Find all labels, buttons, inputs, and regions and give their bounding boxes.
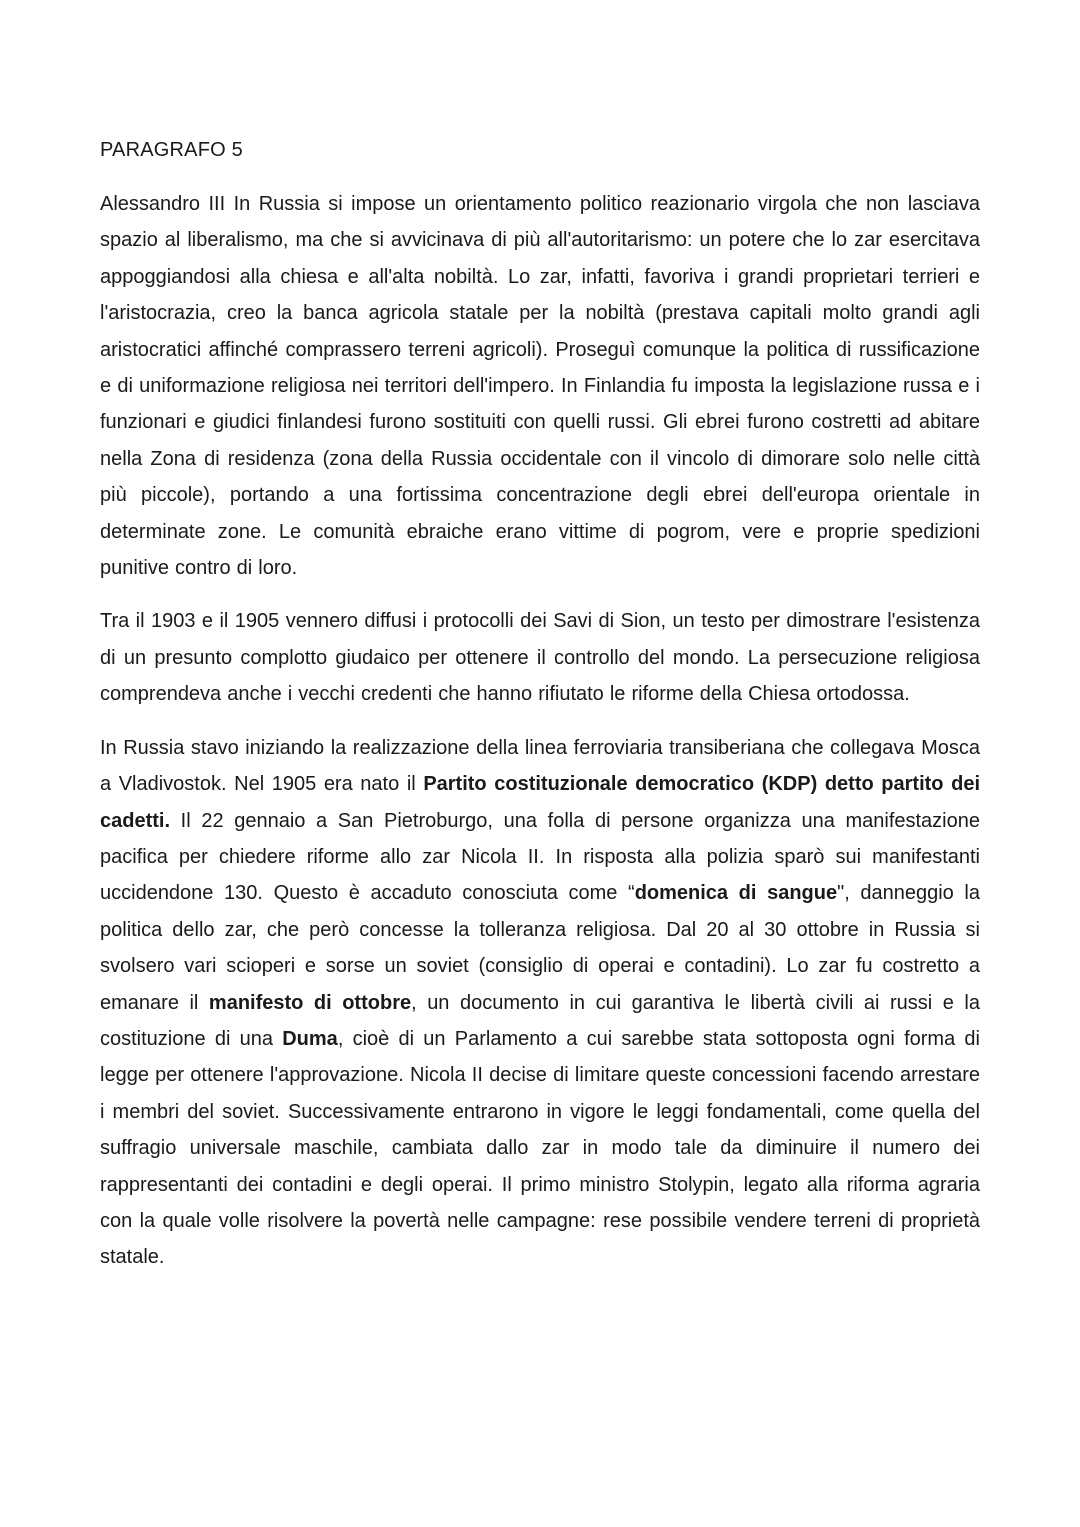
paragraph: [100, 603, 980, 712]
text-run: Il 22 gennaio a San Pietroburgo, una folla di persone organizza una manifestazione pacifica per chiedere riforme allo zar Nicola II. In risposta alla polizia sparò sui manifestanti uccidendone 130. Questo è accaduto conosciuta come “: [100, 809, 980, 905]
text-run: , un documento in cui garantiva le libertà civili ai russi e la costituzione di una: [100, 991, 980, 1050]
bold-text-run: domenica di sangue: [634, 882, 838, 905]
bold-text-run: Partito costituzionale democratico (KDP) detto partito dei cadetti.: [100, 773, 980, 832]
text-run: Alessandro III In Russia si impose un orientamento politico reazionario virgola che non lasciava spazio al liberalismo, ma che si avvicinava di più all'autoritarismo: un potere che lo zar esercitava appoggiandosi alla chiesa e all'alta nobiltà. Lo zar, infatti, favoriva i grandi proprietari terrieri e l'aristocrazia, creo la banca agricola statale per la nobiltà (prestava capitali molto grandi agli aristocratici affinché comprassero terreni agricoli). Proseguì comunque la politica di russificazione e di uniformazione religiosa nei territori dell'impero. In Finlandia fu imposta la legislazione russa e i funzionari e giudici finlandesi furono sostituiti con quelli russi. Gli ebrei furono costretti ad abitare nella Zona di residenza (zona della Russia occidentale con il vincolo di dimorare solo nelle città più piccole), portando a una fortissima concentrazione degli ebrei dell'europa orientale in determinate zone. Le comunità ebraiche erano vittime di pogrom, vere e proprie spedizioni punitive contro di loro.: [100, 193, 980, 580]
page-title: PARAGRAFO 5: [100, 139, 243, 161]
paragraph: [100, 186, 980, 586]
paragraph: [100, 730, 980, 1276]
text-run: Tra il 1903 e il 1905 vennero diffusi i protocolli dei Savi di Sion, un testo per dimostrare l'esistenza di un presunto complotto giudaico per ottenere il controllo del mondo. La persecuzione religiosa comprendeva anche i vecchi credenti che hanno rifiutato le riforme della Chiesa ortodossa.: [100, 610, 980, 706]
text-run: ", danneggio la politica dello zar, che però concesse la tolleranza religiosa. Dal 20 al 30 ottobre in Russia si svolsero vari scioperi e sorse un soviet (consiglio di operai e contadini). Lo zar fu costretto a emanare il: [100, 882, 980, 1014]
bold-text-run: manifesto di ottobre: [208, 991, 412, 1014]
bold-text-run: Duma: [282, 1027, 338, 1050]
document-body: [100, 186, 980, 1276]
text-run: , cioè di un Parlamento a cui sarebbe stata sottoposta ogni forma di legge per ottenere l'approvazione. Nicola II decise di limitare queste concessioni facendo arrestare i membri del soviet. Successivamente entrarono in vigore le leggi fondamentali, come quella del suffragio universale maschile, cambiata dallo zar in modo tale da diminuire il numero dei rappresentanti dei contadini e degli operai. Il primo ministro Stolypin, legato alla riforma agraria con la quale volle risolvere la povertà nelle campagne: rese possibile vendere terreni di proprietà statale.: [100, 1027, 980, 1269]
text-run: In Russia stavo iniziando la realizzazione della linea ferroviaria transiberiana che collegava Mosca a Vladivostok. Nel 1905 era nato il: [100, 736, 980, 796]
